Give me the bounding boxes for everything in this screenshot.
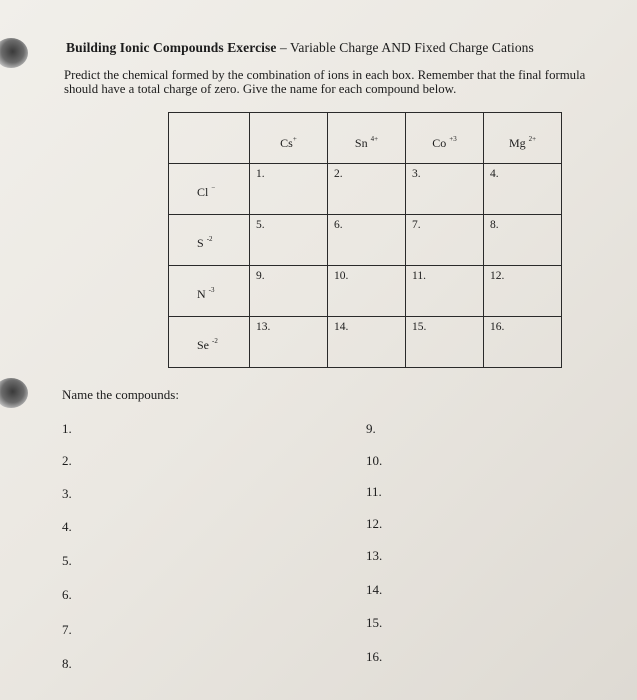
cell-number: 8. xyxy=(490,219,499,231)
cell-number: 16. xyxy=(490,321,505,333)
answer-line-7[interactable]: 7. xyxy=(62,622,72,637)
grid-corner xyxy=(169,113,250,164)
answer-cell-3[interactable] xyxy=(406,164,484,215)
cell-number: 12. xyxy=(490,270,505,282)
anion-symbol: Cl xyxy=(197,185,209,199)
cation-header-row xyxy=(169,113,562,164)
cell-number: 13. xyxy=(256,321,271,333)
instructions: Predict the chemical formed by the combination of ions in each box. Remember that the final formula should have a total charge of zero. Give the name for each compound below. xyxy=(64,68,586,96)
cation-header-sn xyxy=(328,113,406,164)
answer-cell-4[interactable] xyxy=(484,164,562,215)
title-rest: – Variable Charge AND Fixed Charge Cations xyxy=(276,40,534,55)
answer-cell-6[interactable] xyxy=(328,215,406,266)
answer-cell-2[interactable] xyxy=(328,164,406,215)
anion-row-cl xyxy=(169,164,562,215)
anion-header-n xyxy=(169,266,250,317)
answer-cell-12[interactable] xyxy=(484,266,562,317)
anion-row-s xyxy=(169,215,562,266)
cation-charge: + xyxy=(292,135,297,143)
cell-number: 11. xyxy=(412,270,426,282)
cation-symbol: Sn xyxy=(354,136,368,150)
cation-header-co xyxy=(406,113,484,164)
cation-symbol: Mg xyxy=(508,136,526,150)
answer-line-15[interactable]: 15. xyxy=(366,615,383,630)
cation-charge: +3 xyxy=(449,135,457,143)
answer-cell-5[interactable] xyxy=(250,215,328,266)
answer-line-16[interactable]: 16. xyxy=(366,649,383,664)
answer-cell-9[interactable] xyxy=(250,266,328,317)
answer-cell-8[interactable] xyxy=(484,215,562,266)
cation-charge: 4+ xyxy=(370,135,379,143)
cell-number: 9. xyxy=(256,270,265,282)
anion-charge: -3 xyxy=(208,286,215,294)
anion-symbol: Se xyxy=(197,338,209,352)
hole-punch-bottom xyxy=(0,378,28,408)
anion-row-se xyxy=(169,317,562,368)
answer-cell-15[interactable] xyxy=(406,317,484,368)
answer-line-1[interactable]: 1. xyxy=(62,421,72,436)
cell-number: 4. xyxy=(490,168,499,180)
cation-charge: 2+ xyxy=(528,135,537,143)
cation-header-mg xyxy=(484,113,562,164)
answer-line-13[interactable]: 13. xyxy=(366,548,383,563)
cell-number: 3. xyxy=(412,168,421,180)
answer-line-10[interactable]: 10. xyxy=(366,453,383,468)
worksheet-title xyxy=(66,40,534,56)
answer-line-8[interactable]: 8. xyxy=(62,656,72,671)
cation-symbol: Cs xyxy=(280,136,293,150)
cell-number: 6. xyxy=(334,219,343,231)
answer-line-6[interactable]: 6. xyxy=(62,587,72,602)
ion-grid xyxy=(168,112,562,368)
answer-line-14[interactable]: 14. xyxy=(366,582,383,597)
cell-number: 10. xyxy=(334,270,349,282)
cation-symbol: Co xyxy=(432,136,447,150)
cell-number: 15. xyxy=(412,321,427,333)
answer-line-5[interactable]: 5. xyxy=(62,553,72,568)
answer-cell-11[interactable] xyxy=(406,266,484,317)
cell-number: 14. xyxy=(334,321,349,333)
answer-line-2[interactable]: 2. xyxy=(62,453,72,468)
answer-line-4[interactable]: 4. xyxy=(62,519,72,534)
title-bold: Building Ionic Compounds Exercise xyxy=(66,40,277,55)
anion-row-n xyxy=(169,266,562,317)
anion-charge: -2 xyxy=(206,235,213,243)
answer-line-3[interactable]: 3. xyxy=(62,486,72,501)
answer-line-9[interactable]: 9. xyxy=(366,421,376,436)
cell-number: 2. xyxy=(334,168,343,180)
anion-symbol: S xyxy=(197,236,204,250)
answer-cell-10[interactable] xyxy=(328,266,406,317)
anion-header-s xyxy=(169,215,250,266)
anion-charge: − xyxy=(211,184,216,192)
answer-line-11[interactable]: 11. xyxy=(366,484,382,499)
answer-line-12[interactable]: 12. xyxy=(366,516,383,531)
cation-header-cs xyxy=(250,113,328,164)
answer-cell-14[interactable] xyxy=(328,317,406,368)
answer-cell-13[interactable] xyxy=(250,317,328,368)
name-compounds-heading: Name the compounds: xyxy=(62,387,179,402)
anion-charge: -2 xyxy=(212,337,218,345)
answer-cell-1[interactable] xyxy=(250,164,328,215)
answer-cell-16[interactable] xyxy=(484,317,562,368)
anion-symbol: N xyxy=(197,287,206,301)
cell-number: 1. xyxy=(256,168,265,180)
anion-header-se xyxy=(169,317,250,368)
hole-punch-top xyxy=(0,38,28,68)
cell-number: 5. xyxy=(256,219,265,231)
answer-cell-7[interactable] xyxy=(406,215,484,266)
cell-number: 7. xyxy=(412,219,421,231)
anion-header-cl xyxy=(169,164,250,215)
